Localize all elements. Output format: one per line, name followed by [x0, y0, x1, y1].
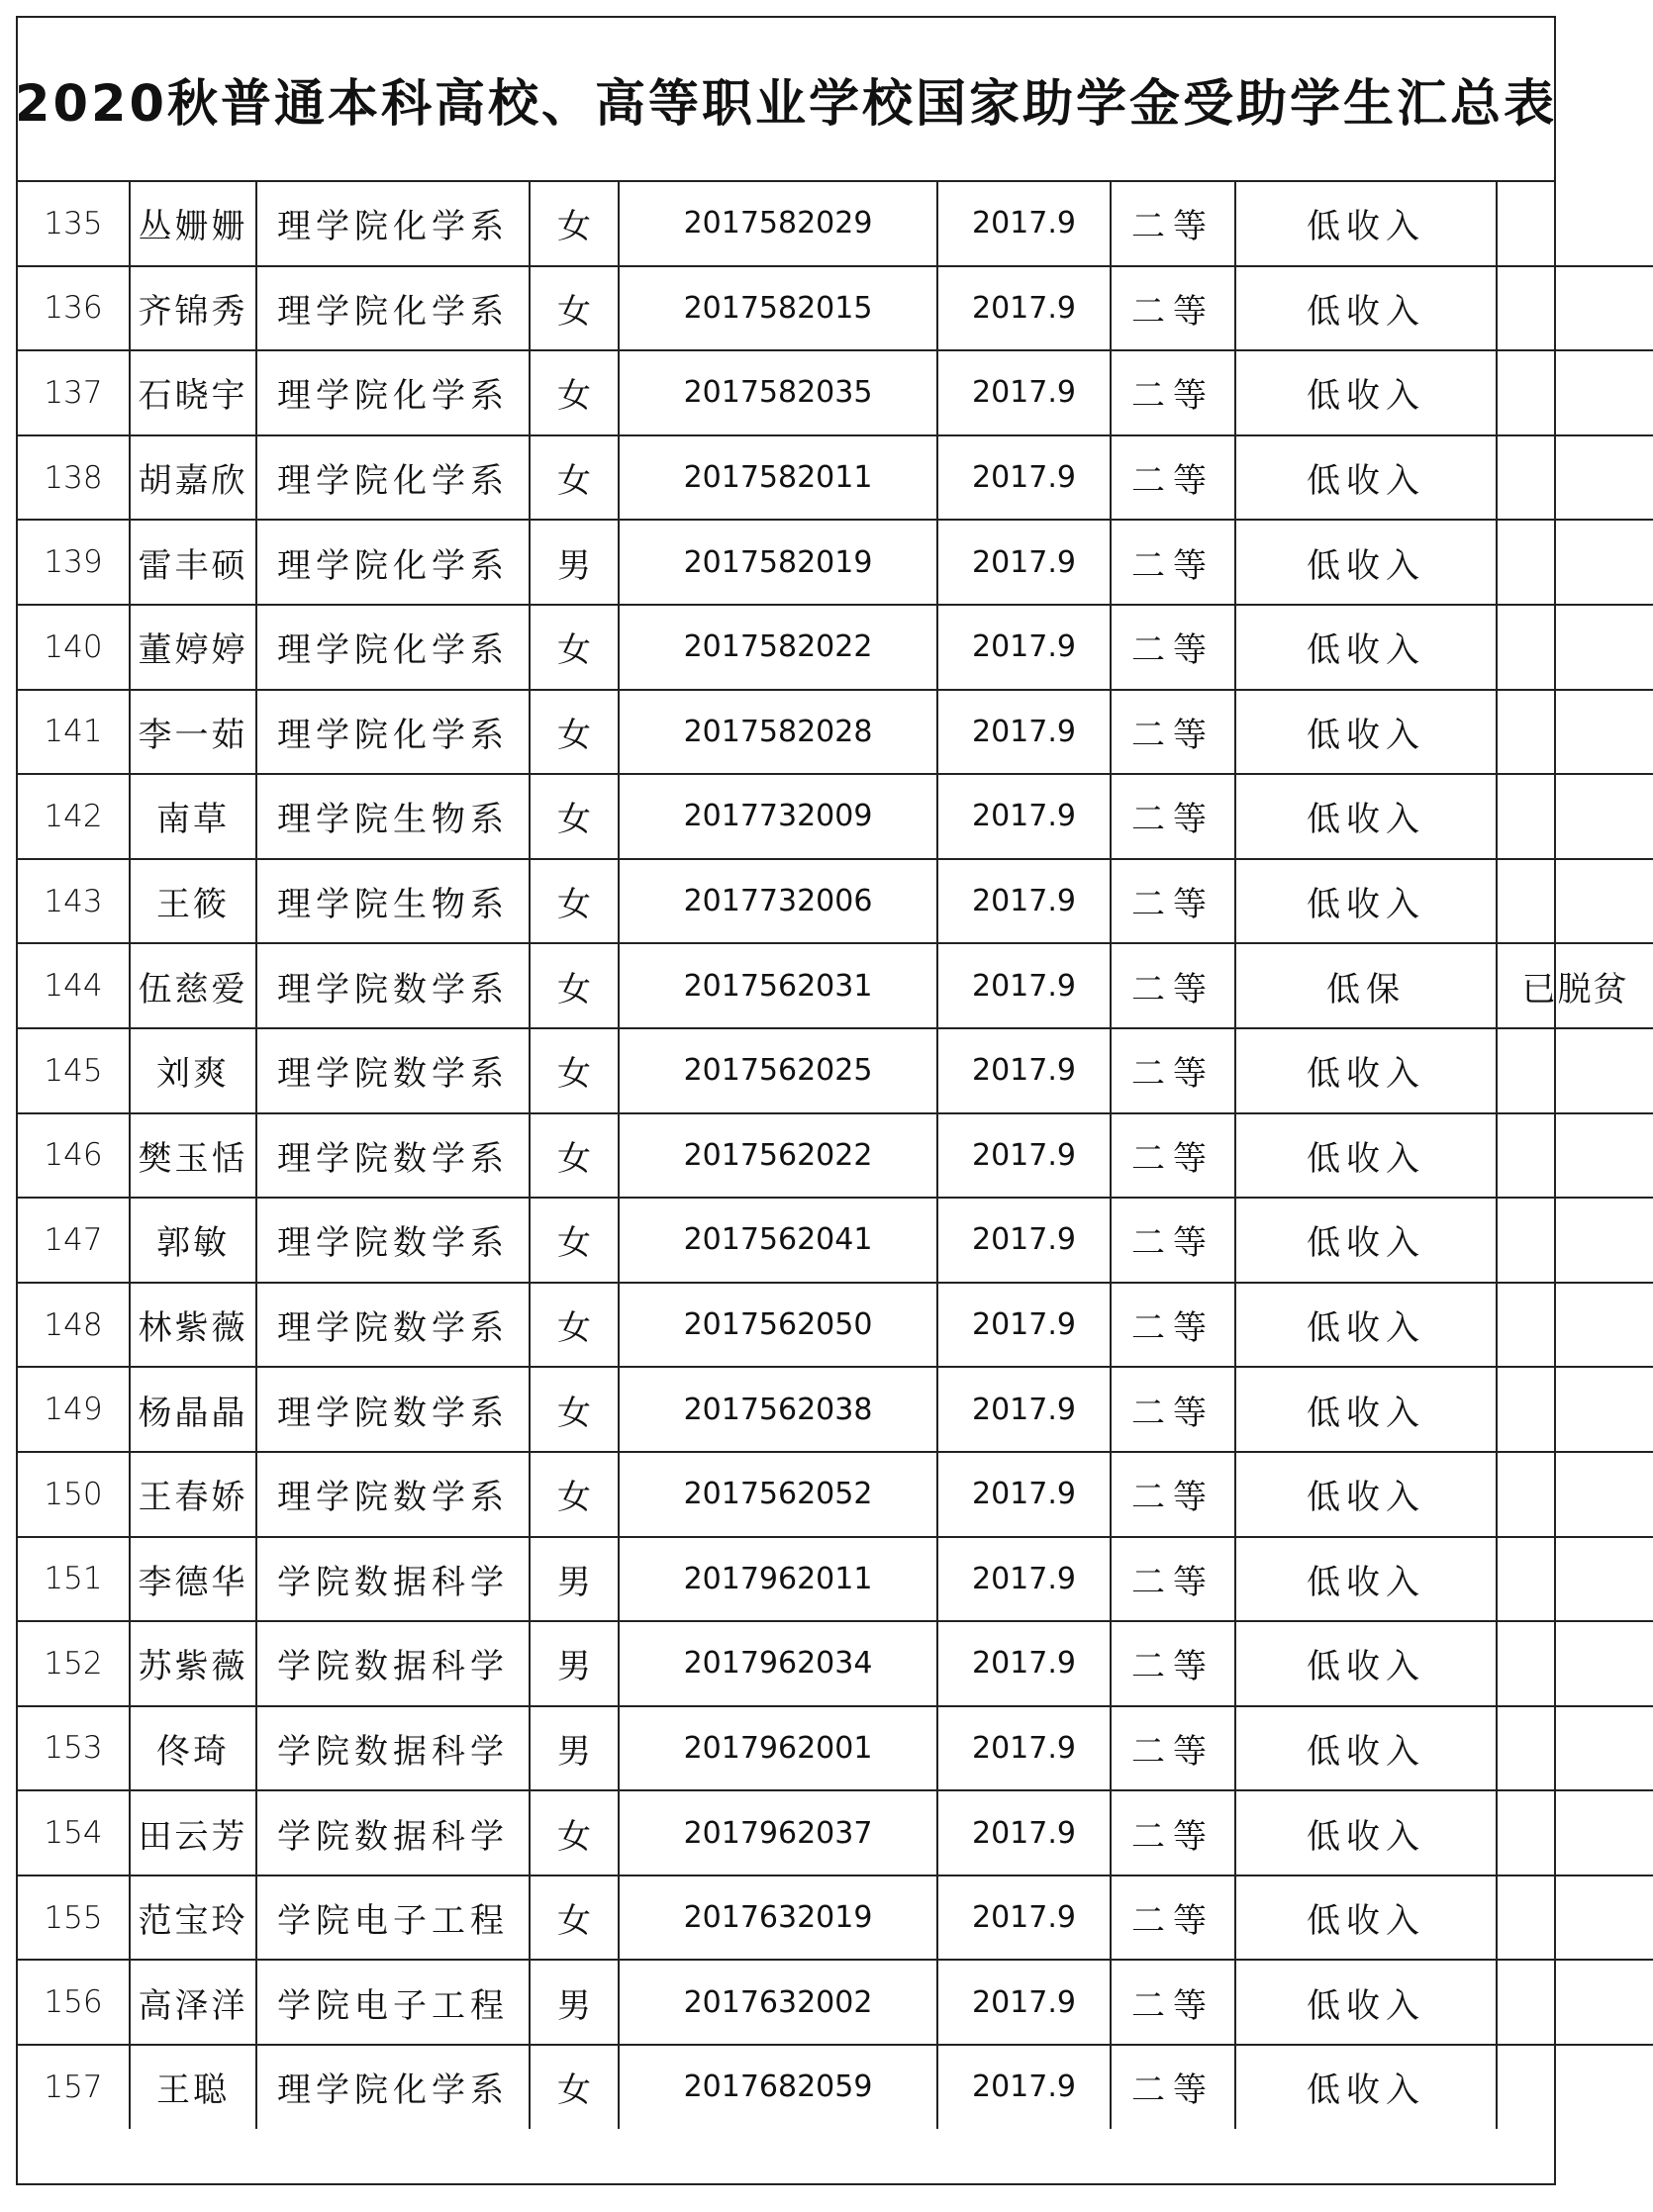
student-id-cell: 2017732006 — [619, 859, 937, 944]
difficulty-type-cell: 低收入 — [1235, 182, 1497, 266]
enrollment-date-cell: 2017.9 — [937, 859, 1111, 944]
row-number-cell: 143 — [18, 859, 130, 944]
difficulty-type-cell: 低收入 — [1235, 1113, 1497, 1199]
student-name-cell: 王聪 — [130, 2045, 256, 2129]
row-number-cell: 153 — [18, 1706, 130, 1791]
student-id-cell: 2017582011 — [619, 435, 937, 521]
difficulty-type-cell: 低收入 — [1235, 1537, 1497, 1622]
department-cell: 学院数据科学 — [256, 1537, 530, 1622]
student-name-cell: 王筱 — [130, 859, 256, 944]
difficulty-type-cell: 低收入 — [1235, 1367, 1497, 1452]
student-id-cell: 2017962011 — [619, 1537, 937, 1622]
aid-grade-cell: 二等 — [1111, 1960, 1235, 2045]
enrollment-date-cell: 2017.9 — [937, 1621, 1111, 1706]
student-id-cell: 2017562052 — [619, 1452, 937, 1537]
enrollment-date-cell: 2017.9 — [937, 1113, 1111, 1199]
difficulty-type-cell: 低收入 — [1235, 1960, 1497, 2045]
difficulty-type-cell: 低收入 — [1235, 690, 1497, 775]
student-id-cell: 2017562022 — [619, 1113, 937, 1199]
gender-cell: 女 — [530, 350, 619, 435]
enrollment-date-cell: 2017.9 — [937, 1028, 1111, 1113]
table-row — [18, 2045, 1653, 2129]
aid-grade-cell: 二等 — [1111, 1790, 1235, 1875]
student-name-cell: 齐锦秀 — [130, 266, 256, 351]
remark-cell — [1497, 605, 1653, 690]
table-row — [18, 774, 1653, 859]
table-row — [18, 350, 1653, 435]
aid-grade-cell: 二等 — [1111, 1113, 1235, 1199]
difficulty-type-cell: 低收入 — [1235, 435, 1497, 521]
gender-cell: 女 — [530, 859, 619, 944]
remark-cell — [1497, 350, 1653, 435]
difficulty-type-cell: 低收入 — [1235, 1790, 1497, 1875]
student-id-cell: 2017962037 — [619, 1790, 937, 1875]
student-id-cell: 2017582022 — [619, 605, 937, 690]
aid-grade-cell: 二等 — [1111, 690, 1235, 775]
table-row — [18, 266, 1653, 351]
difficulty-type-cell: 低收入 — [1235, 1621, 1497, 1706]
table-row — [18, 1452, 1653, 1537]
row-number-cell: 144 — [18, 943, 130, 1028]
row-number-cell: 157 — [18, 2045, 130, 2129]
student-name-cell: 田云芳 — [130, 1790, 256, 1875]
aid-grade-cell: 二等 — [1111, 1283, 1235, 1368]
enrollment-date-cell: 2017.9 — [937, 1537, 1111, 1622]
student-name-cell: 刘爽 — [130, 1028, 256, 1113]
enrollment-date-cell: 2017.9 — [937, 435, 1111, 521]
gender-cell: 男 — [530, 1621, 619, 1706]
difficulty-type-cell: 低收入 — [1235, 350, 1497, 435]
department-cell: 理学院数学系 — [256, 1028, 530, 1113]
remark-cell — [1497, 1960, 1653, 2045]
gender-cell: 女 — [530, 1028, 619, 1113]
student-id-cell: 2017582035 — [619, 350, 937, 435]
difficulty-type-cell: 低保 — [1235, 943, 1497, 1028]
aid-grade-cell: 二等 — [1111, 1198, 1235, 1283]
student-name-cell: 樊玉恬 — [130, 1113, 256, 1199]
student-id-cell: 2017962001 — [619, 1706, 937, 1791]
department-cell: 理学院化学系 — [256, 350, 530, 435]
row-number-cell: 145 — [18, 1028, 130, 1113]
enrollment-date-cell: 2017.9 — [937, 1283, 1111, 1368]
difficulty-type-cell: 低收入 — [1235, 859, 1497, 944]
gender-cell: 女 — [530, 1367, 619, 1452]
remark-cell — [1497, 1790, 1653, 1875]
row-number-cell: 154 — [18, 1790, 130, 1875]
enrollment-date-cell: 2017.9 — [937, 1367, 1111, 1452]
department-cell: 理学院化学系 — [256, 182, 530, 266]
aid-grade-cell: 二等 — [1111, 859, 1235, 944]
gender-cell: 女 — [530, 435, 619, 521]
gender-cell: 男 — [530, 1960, 619, 2045]
table-row — [18, 1790, 1653, 1875]
aid-grade-cell: 二等 — [1111, 774, 1235, 859]
department-cell: 理学院数学系 — [256, 1367, 530, 1452]
student-name-cell: 苏紫薇 — [130, 1621, 256, 1706]
remark-cell — [1497, 859, 1653, 944]
row-number-cell: 150 — [18, 1452, 130, 1537]
page-title: 2020秋普通本科高校、高等职业学校国家助学金受助学生汇总表 — [15, 75, 1557, 134]
table-row — [18, 1960, 1653, 2045]
aid-grade-cell: 二等 — [1111, 943, 1235, 1028]
student-name-cell: 郭敏 — [130, 1198, 256, 1283]
gender-cell: 女 — [530, 1452, 619, 1537]
aid-grade-cell: 二等 — [1111, 605, 1235, 690]
student-name-cell: 高泽洋 — [130, 1960, 256, 2045]
student-id-cell: 2017732009 — [619, 774, 937, 859]
table-row — [18, 1367, 1653, 1452]
enrollment-date-cell: 2017.9 — [937, 182, 1111, 266]
department-cell: 学院电子工程 — [256, 1875, 530, 1961]
department-cell: 理学院化学系 — [256, 520, 530, 605]
student-id-cell: 2017632019 — [619, 1875, 937, 1961]
aid-grade-cell: 二等 — [1111, 1367, 1235, 1452]
student-id-cell: 2017632002 — [619, 1960, 937, 2045]
table-row — [18, 690, 1653, 775]
aid-grade-cell: 二等 — [1111, 1706, 1235, 1791]
difficulty-type-cell: 低收入 — [1235, 2045, 1497, 2129]
remark-cell — [1497, 2045, 1653, 2129]
remark-cell — [1497, 266, 1653, 351]
student-id-cell: 2017562041 — [619, 1198, 937, 1283]
remark-cell — [1497, 774, 1653, 859]
gender-cell: 女 — [530, 774, 619, 859]
difficulty-type-cell: 低收入 — [1235, 1283, 1497, 1368]
student-id-cell: 2017582028 — [619, 690, 937, 775]
student-name-cell: 佟琦 — [130, 1706, 256, 1791]
student-name-cell: 雷丰硕 — [130, 520, 256, 605]
student-name-cell: 林紫薇 — [130, 1283, 256, 1368]
enrollment-date-cell: 2017.9 — [937, 1875, 1111, 1961]
aid-grade-cell: 二等 — [1111, 1621, 1235, 1706]
gender-cell: 女 — [530, 2045, 619, 2129]
table-row — [18, 1113, 1653, 1199]
difficulty-type-cell: 低收入 — [1235, 1706, 1497, 1791]
enrollment-date-cell: 2017.9 — [937, 1790, 1111, 1875]
row-number-cell: 135 — [18, 182, 130, 266]
aid-grade-cell: 二等 — [1111, 266, 1235, 351]
student-name-cell: 王春娇 — [130, 1452, 256, 1537]
table-row — [18, 1706, 1653, 1791]
table-row — [18, 1875, 1653, 1961]
aid-grade-cell: 二等 — [1111, 1875, 1235, 1961]
row-number-cell: 156 — [18, 1960, 130, 2045]
table-row — [18, 943, 1653, 1028]
remark-cell — [1497, 1283, 1653, 1368]
table-row — [18, 1283, 1653, 1368]
title-row — [15, 18, 1557, 182]
difficulty-type-cell: 低收入 — [1235, 774, 1497, 859]
gender-cell: 女 — [530, 605, 619, 690]
student-name-cell: 丛姗姗 — [130, 182, 256, 266]
department-cell: 理学院化学系 — [256, 605, 530, 690]
student-id-cell: 2017562050 — [619, 1283, 937, 1368]
remark-cell — [1497, 1028, 1653, 1113]
enrollment-date-cell: 2017.9 — [937, 1706, 1111, 1791]
gender-cell: 女 — [530, 1875, 619, 1961]
table-row — [18, 605, 1653, 690]
difficulty-type-cell: 低收入 — [1235, 520, 1497, 605]
row-number-cell: 148 — [18, 1283, 130, 1368]
student-id-cell: 2017562025 — [619, 1028, 937, 1113]
gender-cell: 男 — [530, 1537, 619, 1622]
remark-cell — [1497, 1875, 1653, 1961]
remark-cell: 已脱贫 — [1497, 943, 1653, 1028]
difficulty-type-cell: 低收入 — [1235, 1028, 1497, 1113]
student-id-cell: 2017582019 — [619, 520, 937, 605]
difficulty-type-cell: 低收入 — [1235, 1198, 1497, 1283]
student-id-cell: 2017962034 — [619, 1621, 937, 1706]
row-number-cell: 137 — [18, 350, 130, 435]
department-cell: 学院数据科学 — [256, 1790, 530, 1875]
gender-cell: 女 — [530, 1113, 619, 1199]
row-number-cell: 136 — [18, 266, 130, 351]
department-cell: 理学院数学系 — [256, 1283, 530, 1368]
department-cell: 学院电子工程 — [256, 1960, 530, 2045]
department-cell: 学院数据科学 — [256, 1706, 530, 1791]
remark-cell — [1497, 1198, 1653, 1283]
enrollment-date-cell: 2017.9 — [937, 266, 1111, 351]
row-number-cell: 146 — [18, 1113, 130, 1199]
row-number-cell: 138 — [18, 435, 130, 521]
student-name-cell: 伍慈爱 — [130, 943, 256, 1028]
aid-grade-cell: 二等 — [1111, 350, 1235, 435]
aid-grade-cell: 二等 — [1111, 1028, 1235, 1113]
student-name-cell: 南草 — [130, 774, 256, 859]
aid-grade-cell: 二等 — [1111, 435, 1235, 521]
student-name-cell: 胡嘉欣 — [130, 435, 256, 521]
row-number-cell: 149 — [18, 1367, 130, 1452]
enrollment-date-cell: 2017.9 — [937, 774, 1111, 859]
remark-cell — [1497, 1367, 1653, 1452]
department-cell: 理学院数学系 — [256, 1452, 530, 1537]
table-row — [18, 435, 1653, 521]
student-name-cell: 石晓宇 — [130, 350, 256, 435]
gender-cell: 女 — [530, 182, 619, 266]
aid-grade-cell: 二等 — [1111, 520, 1235, 605]
student-name-cell: 董婷婷 — [130, 605, 256, 690]
enrollment-date-cell: 2017.9 — [937, 605, 1111, 690]
difficulty-type-cell: 低收入 — [1235, 266, 1497, 351]
student-name-cell: 李一茹 — [130, 690, 256, 775]
aid-grade-cell: 二等 — [1111, 2045, 1235, 2129]
department-cell: 理学院化学系 — [256, 690, 530, 775]
table-row — [18, 182, 1653, 266]
table-row — [18, 859, 1653, 944]
row-number-cell: 152 — [18, 1621, 130, 1706]
remark-cell — [1497, 1113, 1653, 1199]
aid-grade-cell: 二等 — [1111, 182, 1235, 266]
department-cell: 学院数据科学 — [256, 1621, 530, 1706]
enrollment-date-cell: 2017.9 — [937, 1198, 1111, 1283]
aid-grade-cell: 二等 — [1111, 1537, 1235, 1622]
enrollment-date-cell: 2017.9 — [937, 350, 1111, 435]
difficulty-type-cell: 低收入 — [1235, 1875, 1497, 1961]
gender-cell: 男 — [530, 520, 619, 605]
gender-cell: 女 — [530, 1790, 619, 1875]
student-name-cell: 范宝玲 — [130, 1875, 256, 1961]
gender-cell: 女 — [530, 690, 619, 775]
row-number-cell: 141 — [18, 690, 130, 775]
remark-cell — [1497, 1706, 1653, 1791]
remark-cell — [1497, 1537, 1653, 1622]
department-cell: 理学院数学系 — [256, 1113, 530, 1199]
table-row — [18, 1198, 1653, 1283]
student-id-cell: 2017562031 — [619, 943, 937, 1028]
enrollment-date-cell: 2017.9 — [937, 690, 1111, 775]
student-id-cell: 2017582029 — [619, 182, 937, 266]
student-id-cell: 2017582015 — [619, 266, 937, 351]
gender-cell: 女 — [530, 266, 619, 351]
enrollment-date-cell: 2017.9 — [937, 1960, 1111, 2045]
gender-cell: 女 — [530, 943, 619, 1028]
department-cell: 理学院化学系 — [256, 2045, 530, 2129]
aid-summary-sheet — [15, 16, 1629, 2185]
table-row — [18, 1537, 1653, 1622]
remark-cell — [1497, 1452, 1653, 1537]
department-cell: 理学院数学系 — [256, 1198, 530, 1283]
row-number-cell: 140 — [18, 605, 130, 690]
gender-cell: 女 — [530, 1283, 619, 1368]
difficulty-type-cell: 低收入 — [1235, 605, 1497, 690]
table-row — [18, 520, 1653, 605]
row-number-cell: 139 — [18, 520, 130, 605]
aid-grade-cell: 二等 — [1111, 1452, 1235, 1537]
department-cell: 理学院化学系 — [256, 266, 530, 351]
difficulty-type-cell: 低收入 — [1235, 1452, 1497, 1537]
department-cell: 理学院生物系 — [256, 774, 530, 859]
remark-cell — [1497, 1621, 1653, 1706]
remark-cell — [1497, 690, 1653, 775]
row-number-cell: 142 — [18, 774, 130, 859]
enrollment-date-cell: 2017.9 — [937, 1452, 1111, 1537]
table-row — [18, 1621, 1653, 1706]
department-cell: 理学院生物系 — [256, 859, 530, 944]
student-name-cell: 杨晶晶 — [130, 1367, 256, 1452]
remark-cell — [1497, 182, 1653, 266]
row-number-cell: 147 — [18, 1198, 130, 1283]
gender-cell: 女 — [530, 1198, 619, 1283]
enrollment-date-cell: 2017.9 — [937, 520, 1111, 605]
enrollment-date-cell: 2017.9 — [937, 943, 1111, 1028]
student-name-cell: 李德华 — [130, 1537, 256, 1622]
row-number-cell: 151 — [18, 1537, 130, 1622]
department-cell: 理学院化学系 — [256, 435, 530, 521]
table-row — [18, 1028, 1653, 1113]
remark-cell — [1497, 435, 1653, 521]
remark-cell — [1497, 520, 1653, 605]
enrollment-date-cell: 2017.9 — [937, 2045, 1111, 2129]
gender-cell: 男 — [530, 1706, 619, 1791]
student-id-cell: 2017682059 — [619, 2045, 937, 2129]
student-id-cell: 2017562038 — [619, 1367, 937, 1452]
department-cell: 理学院数学系 — [256, 943, 530, 1028]
recipients-table — [18, 182, 1653, 2129]
row-number-cell: 155 — [18, 1875, 130, 1961]
